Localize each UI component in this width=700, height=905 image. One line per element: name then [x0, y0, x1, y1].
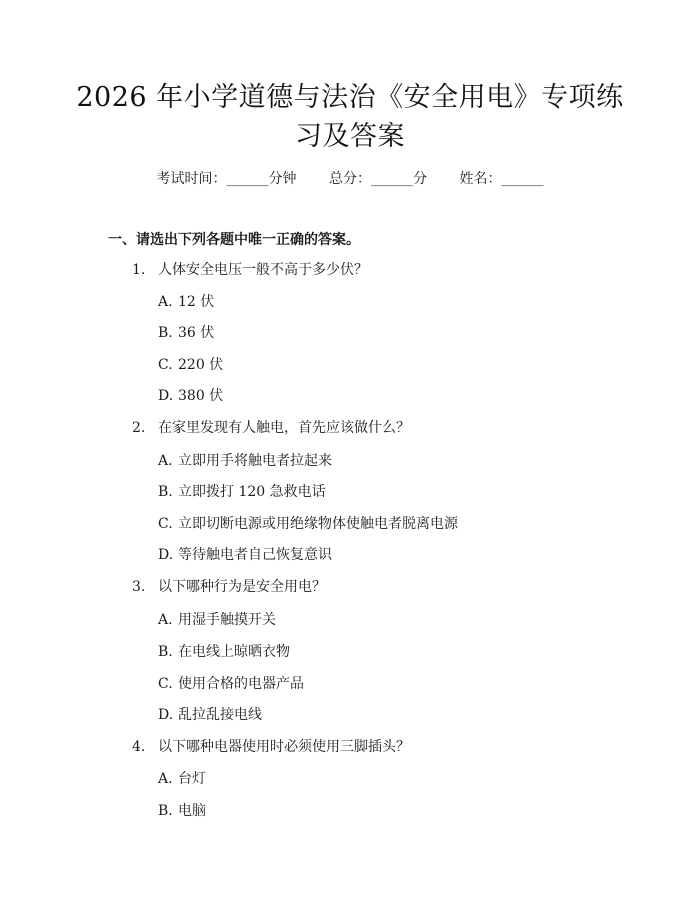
option-text: 乱拉乱接电线 — [178, 707, 262, 723]
question-text: 以下哪种电器使用时必须使用三脚插头？ — [158, 739, 410, 755]
option-letter: C. — [158, 516, 173, 532]
question-1-option-b — [158, 323, 214, 343]
exam-total-score: 总分：______分 — [329, 171, 427, 187]
question-3-option-d — [158, 705, 262, 725]
option-letter: A. — [158, 771, 173, 787]
document-title-line-2: 习及答案 — [295, 121, 405, 152]
question-4-option-a — [158, 769, 206, 789]
question-4-option-b — [158, 801, 206, 821]
option-text: 立即拨打 120 急救电话 — [178, 484, 326, 500]
question-text: 以下哪种行为是安全用电？ — [158, 579, 326, 595]
option-text: 用湿手触摸开关 — [178, 612, 276, 628]
option-letter: A. — [158, 612, 173, 628]
option-text: 等待触电者自己恢复意识 — [178, 547, 332, 563]
question-2 — [132, 418, 410, 438]
question-text: 人体安全电压一般不高于多少伏？ — [158, 262, 368, 278]
question-2-option-c — [158, 514, 458, 534]
option-text: 台灯 — [178, 771, 206, 787]
option-letter: D. — [158, 707, 174, 723]
section-heading: 一、请选出下列各题中唯一正确的答案。 — [108, 232, 360, 248]
student-name: 姓名：______ — [459, 171, 544, 187]
question-2-option-b — [158, 482, 326, 502]
option-text: 36 伏 — [178, 325, 215, 341]
option-text: 12 伏 — [178, 294, 215, 310]
question-number: 4. — [132, 739, 146, 755]
question-3-option-c — [158, 674, 304, 694]
question-2-option-d — [158, 545, 332, 565]
question-1 — [132, 260, 368, 280]
option-letter: D. — [158, 388, 174, 404]
option-letter: B. — [158, 644, 173, 660]
exam-time: 考试时间：______分钟 — [156, 171, 297, 187]
option-letter: A. — [158, 294, 173, 310]
option-text: 380 伏 — [178, 388, 224, 404]
option-letter: C. — [158, 676, 173, 692]
option-text: 立即用手将触电者拉起来 — [178, 453, 332, 469]
option-letter: B. — [158, 325, 173, 341]
question-3 — [132, 577, 326, 597]
document-title-line-1: 2026 年小学道德与法治《安全用电》专项练 — [76, 82, 624, 113]
question-number: 1. — [132, 262, 146, 278]
question-3-option-b — [158, 642, 290, 662]
option-text: 在电线上晾晒衣物 — [178, 644, 290, 660]
option-letter: D. — [158, 547, 174, 563]
option-letter: A. — [158, 453, 173, 469]
question-number: 2. — [132, 420, 146, 436]
question-4 — [132, 737, 410, 757]
question-3-option-a — [158, 610, 276, 630]
question-text: 在家里发现有人触电，首先应该做什么？ — [158, 420, 410, 436]
question-1-option-c — [158, 355, 223, 375]
question-2-option-a — [158, 451, 332, 471]
option-text: 220 伏 — [178, 357, 224, 373]
option-letter: C. — [158, 357, 173, 373]
question-1-option-d — [158, 386, 223, 406]
option-text: 立即切断电源或用绝缘物体使触电者脱离电源 — [178, 516, 458, 532]
question-1-option-a — [158, 292, 214, 312]
option-letter: B. — [158, 484, 173, 500]
option-text: 使用合格的电器产品 — [178, 676, 304, 692]
question-number: 3. — [132, 579, 146, 595]
option-letter: B. — [158, 803, 173, 819]
option-text: 电脑 — [178, 803, 206, 819]
exam-info — [0, 169, 700, 189]
